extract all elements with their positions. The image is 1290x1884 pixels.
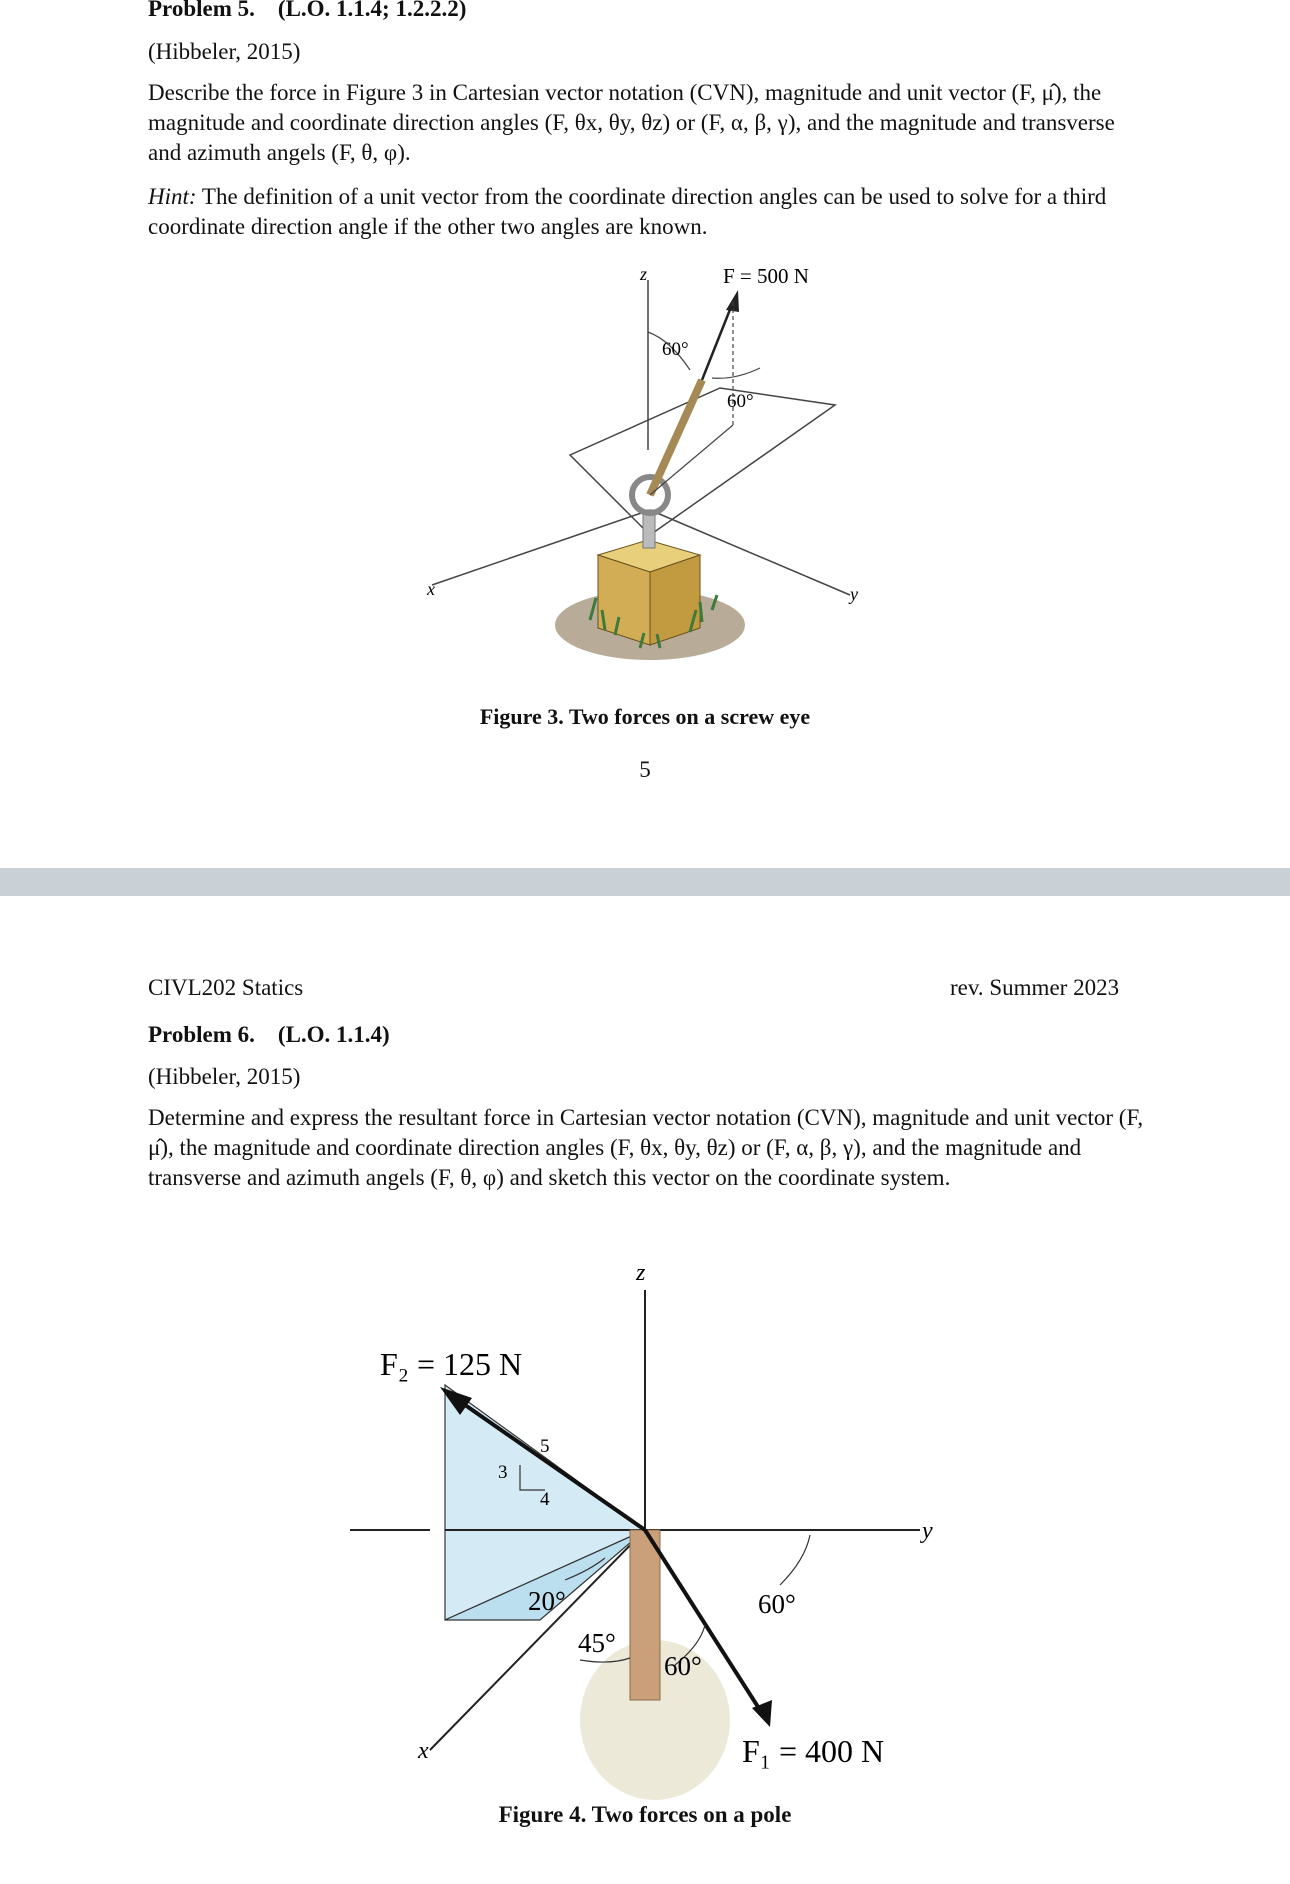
figure3-caption: Figure 3. Two forces on a screw eye — [479, 704, 811, 729]
figure4-diagram — [0, 1240, 1290, 1800]
z-label-6: z — [636, 1260, 646, 1286]
x-label: x — [427, 579, 435, 599]
f2-label: F₂ = 125 N — [380, 1346, 523, 1382]
page-number: 5 — [639, 757, 651, 782]
angle-20: 20° — [528, 1586, 566, 1616]
slope-5: 5 — [540, 1436, 550, 1457]
hint-text: The definition of a unit vector from the coordinate direction angles can be used to solve for a third coordinate direction angle if the other two angles are known. — [148, 184, 1107, 239]
page-separator — [0, 868, 1290, 896]
figure3-plane — [570, 388, 835, 535]
x-label-6: x — [418, 1738, 429, 1764]
problem6-title: Problem 6. (L.O. 1.1.4) — [148, 1022, 390, 1047]
f1-label: F₁ = 400 N — [742, 1733, 885, 1769]
angle1-label: 60° — [662, 339, 689, 360]
force-label: F = 500 N — [723, 264, 809, 288]
pole — [630, 1530, 660, 1700]
problem5-description: Describe the force in Figure 3 in Cartesian vector notation (CVN), magnitude and unit vector (F, μ̂), the magnitude and coordinate direction angles (F, θx, θy, θz) or (F, α, β, γ), and the magnitude and transverse and azimuth angels (F, θ, φ). — [148, 80, 1115, 165]
course-header: CIVL202 Statics — [148, 975, 304, 1000]
rope — [650, 380, 702, 495]
force-arrow — [702, 302, 733, 380]
figure4-caption: Figure 4. Two forces on a pole — [498, 1802, 792, 1827]
problem5-source: (Hibbeler, 2015) — [148, 39, 301, 64]
problem6-source: (Hibbeler, 2015) — [148, 1064, 301, 1089]
figure3-diagram — [0, 250, 1290, 690]
angle-arc-y — [712, 368, 760, 378]
force-arrowhead — [726, 290, 739, 312]
revision-header: rev. Summer 2023 — [950, 975, 1120, 1000]
angle-60b: 60° — [664, 1651, 702, 1681]
angle2-label: 60° — [727, 391, 754, 412]
problem6-lo: (L.O. 1.1.4) — [277, 1022, 390, 1047]
arc-60a — [780, 1535, 810, 1585]
hint-label: Hint: — [148, 184, 197, 209]
problem5-title: Problem 5. (L.O. 1.1.4; 1.2.2.2) — [148, 0, 466, 24]
y-label-6: y — [922, 1518, 933, 1544]
angle-60a: 60° — [758, 1589, 796, 1619]
slope-3: 3 — [498, 1462, 508, 1483]
problem5-hint — [148, 182, 1148, 242]
problem6-description: Determine and express the resultant force in Cartesian vector notation (CVN), magnitude and unit vector (F, μ̂), the magnitude and coordinate direction angles (F, θx, θy, θz) or (F, α, β, γ), and the magnitude and transverse and azimuth angels (F, θ, φ) and sketch this vector on the coordinate system. — [148, 1105, 1144, 1190]
problem5-lo: (L.O. 1.1.4; 1.2.2.2) — [277, 0, 467, 21]
slope-4: 4 — [540, 1489, 550, 1510]
z-label: z — [640, 264, 648, 284]
y-label: y — [850, 584, 858, 604]
angle-45: 45° — [578, 1628, 616, 1658]
